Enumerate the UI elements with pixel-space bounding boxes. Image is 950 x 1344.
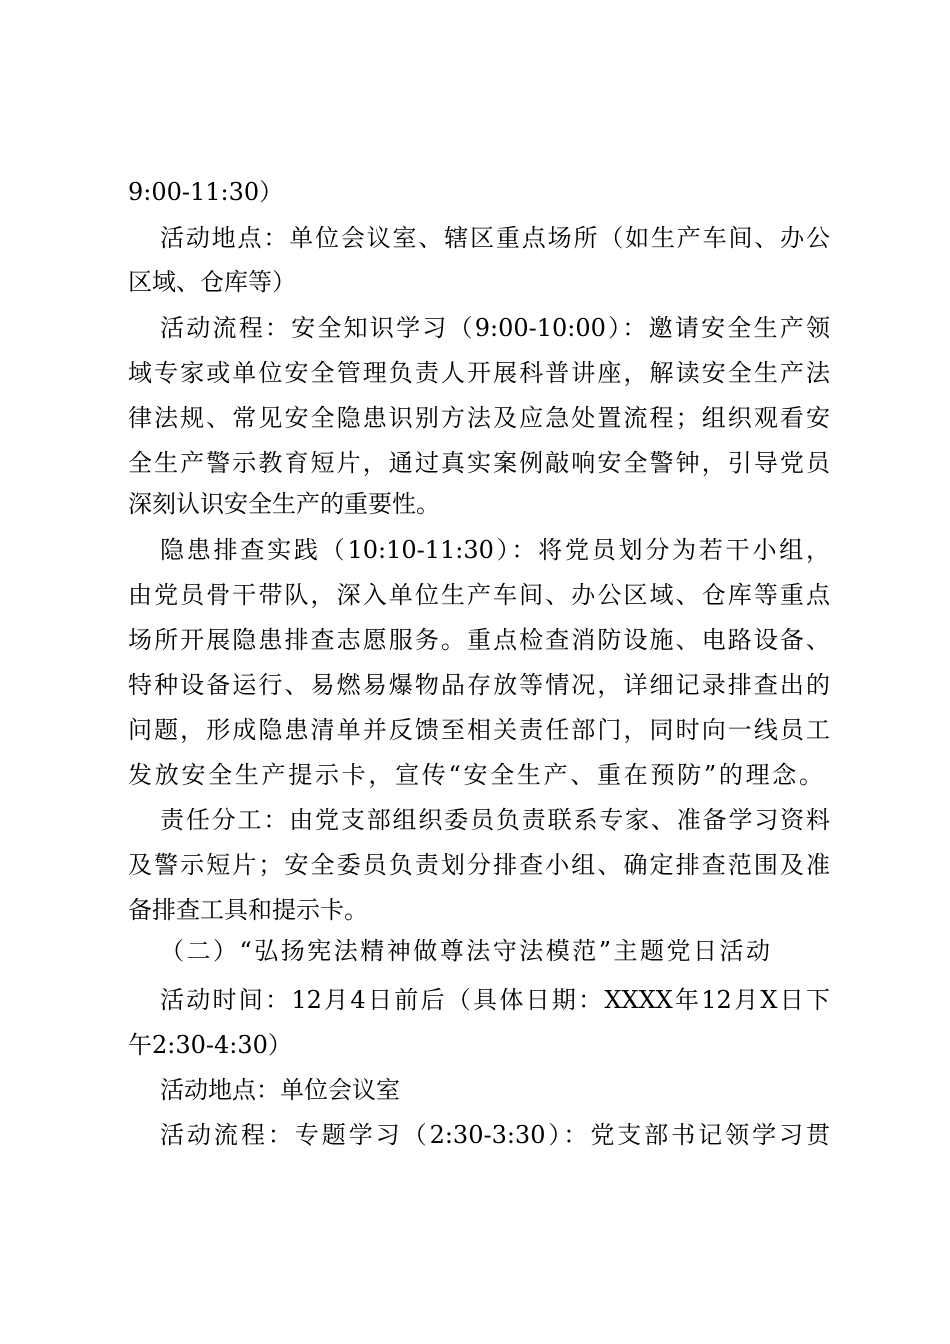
- text-line: 隐患排查实践（10:10-11:30）：将党员划分为若干小组，: [160, 536, 830, 564]
- text-line: 律法规、常见安全隐患识别方法及应急处置流程；组织观看安: [128, 404, 830, 432]
- text-line: 活动流程：安全知识学习（9:00-10:00）：邀请安全生产领: [160, 314, 830, 342]
- text-line: 全生产警示教育短片，通过真实案例敲响安全警钟，引导党员: [128, 449, 830, 477]
- text-line: 备排查工具和提示卡。: [128, 896, 368, 924]
- text-line: 活动地点：单位会议室: [160, 1076, 400, 1104]
- section-heading: （二）“弘扬宪法精神做尊法守法模范”主题党日活动: [160, 937, 770, 965]
- text-line: 问题，形成隐患清单并反馈至相关责任部门，同时向一线员工: [128, 716, 830, 744]
- text-line: 深刻认识安全生产的重要性。: [128, 490, 440, 518]
- text-line: 发放安全生产提示卡，宣传“安全生产、重在预防”的理念。: [128, 761, 823, 789]
- text-line: 活动时间：12月4日前后（具体日期：XXXX年12月X日下: [160, 986, 830, 1014]
- text-line: 午2:30-4:30）: [128, 1031, 292, 1059]
- text-line: 责任分工：由党支部组织委员负责联系专家、准备学习资料: [160, 806, 830, 834]
- text-line: 区域、仓库等）: [128, 268, 296, 296]
- text-line: 活动流程：专题学习（2:30-3:30）：党支部书记领学习贯: [160, 1121, 830, 1149]
- text-line: 活动地点：单位会议室、辖区重点场所（如生产车间、办公: [160, 224, 830, 252]
- text-line: 场所开展隐患排查志愿服务。重点检查消防设施、电路设备、: [128, 626, 830, 654]
- text-line: 特种设备运行、易燃易爆物品存放等情况，详细记录排查出的: [128, 671, 830, 699]
- text-line: 9:00-11:30）: [128, 178, 284, 206]
- text-line: 及警示短片；安全委员负责划分排查小组、确定排查范围及准: [128, 851, 830, 879]
- text-line: 由党员骨干带队，深入单位生产车间、办公区域、仓库等重点: [128, 581, 830, 609]
- text-line: 域专家或单位安全管理负责人开展科普讲座，解读安全生产法: [128, 359, 830, 387]
